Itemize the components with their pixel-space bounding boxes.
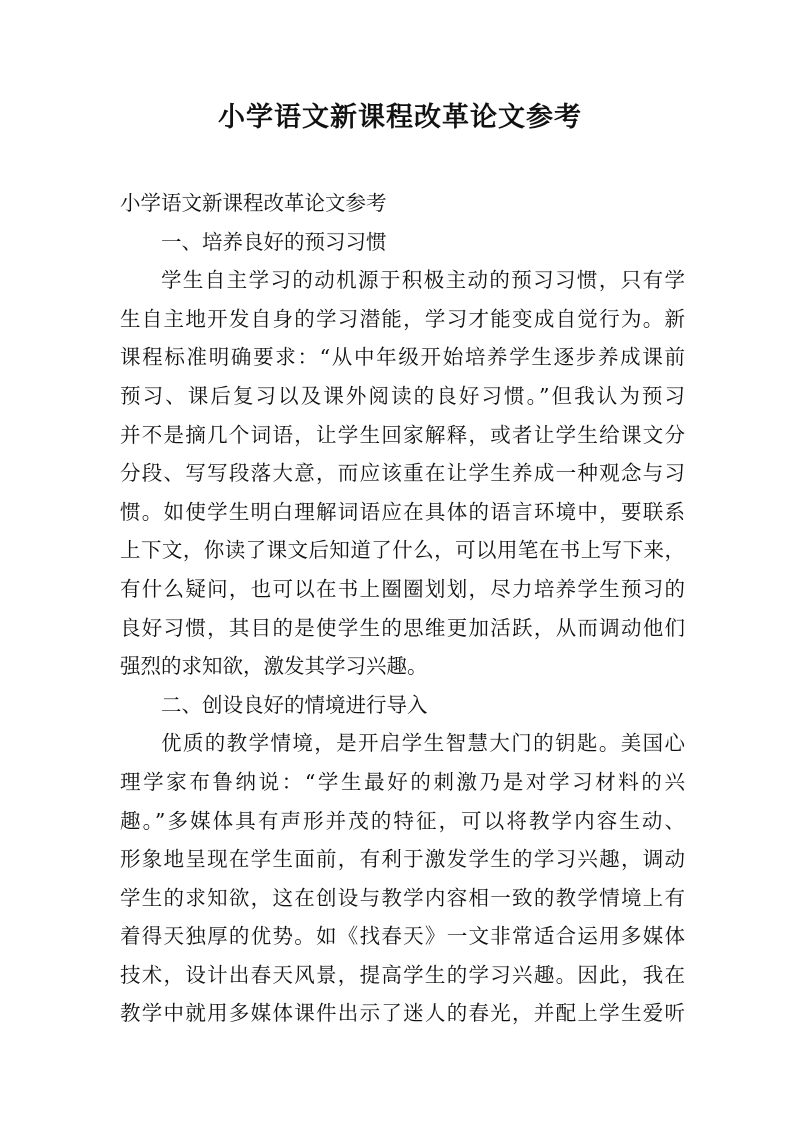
body-line: 并不是摘几个词语，让学生回家解释，或者让学生给课文分 [120,422,685,447]
document-title: 小学语文新课程改革论文参考 [218,102,582,133]
body-line: 二、创设良好的情境进行导入 [161,692,428,717]
body-line: 强烈的求知欲，激发其学习兴趣。 [120,654,428,679]
body-line: 理学家布鲁纳说：“学生最好的刺激乃是对学习材料的兴 [120,769,685,794]
body-line: 上下文，你读了课文后知道了什么，可以用笔在书上写下来， [120,538,685,563]
body-line: 一、培养良好的预习习惯 [161,229,387,254]
body-line: 预习、课后复习以及课外阅读的良好习惯。”但我认为预习 [120,383,685,408]
body-line: 良好习惯，其目的是使学生的思维更加活跃，从而调动他们 [120,615,685,640]
body-line: 着得天独厚的优势。如《找春天》一文非常适合运用多媒体 [120,924,685,949]
body-line: 小学语文新课程改革论文参考 [120,191,387,215]
body-line: 惯。如使学生明白理解词语应在具体的语言环境中，要联系 [120,499,685,524]
body-line: 趣。”多媒体具有声形并茂的特征，可以将教学内容生动、 [120,808,685,833]
body-line: 形象地呈现在学生面前，有利于激发学生的学习兴趣，调动 [120,847,685,872]
body-line: 优质的教学情境，是开启学生智慧大门的钥匙。美国心 [161,731,685,756]
body-line: 教学中就用多媒体课件出示了迷人的春光，并配上学生爱听 [120,1001,685,1026]
document-body [120,184,685,1033]
body-line: 生自主地开发自身的学习潜能，学习才能变成自觉行为。新 [120,306,685,331]
body-line: 有什么疑问，也可以在书上圈圈划划，尽力培养学生预习的 [120,576,685,601]
body-line: 技术，设计出春天风景，提高学生的学习兴趣。因此，我在 [120,962,685,987]
body-line: 学生自主学习的动机源于积极主动的预习习惯，只有学 [161,268,685,293]
body-line: 课程标准明确要求：“从中年级开始培养学生逐步养成课前 [120,345,685,370]
body-line: 学生的求知欲，这在创设与教学内容相一致的教学情境上有 [120,885,685,910]
body-line: 分段、写写段落大意，而应该重在让学生养成一种观念与习 [120,461,685,486]
